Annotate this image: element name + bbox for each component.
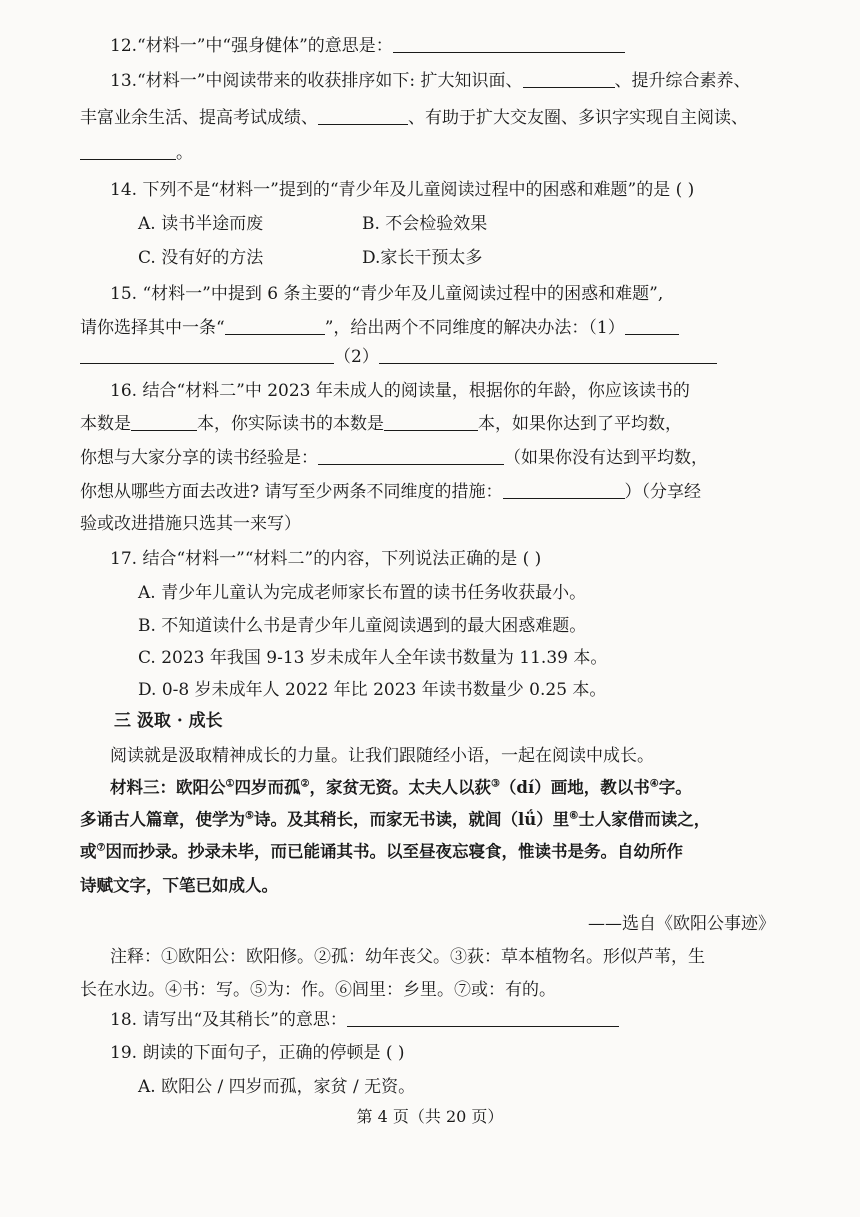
q16-text-4a: 你想从哪些方面去改进? 请写至少两条不同维度的措施： (80, 482, 503, 502)
note-ref-5: ⑤ (245, 810, 254, 822)
material-3-text-2b: 诗。及其稍长，而家无书读，就闾（lǘ）里 (253, 810, 570, 829)
q14-option-c[interactable]: C. 没有好的方法 (138, 248, 264, 268)
q16-actual-count-blank[interactable] (384, 414, 478, 431)
q17-option-b[interactable]: B. 不知道读什么书是青少年儿童阅读遇到的最大困惑难题。 (138, 616, 587, 636)
notes-line-1: 注释：①欧阳公：欧阳修。②孤：幼年丧父。③荻：草本植物名。形似芦苇，生 (110, 947, 705, 967)
q19-stem: 19. 朗读的下面句子，正确的停顿是 ( ) (110, 1043, 405, 1063)
q15-choice-blank[interactable] (225, 318, 325, 335)
q13-blank-2[interactable] (318, 108, 408, 125)
q18-line (110, 1008, 619, 1032)
q14-option-b[interactable]: B. 不会检验效果 (362, 214, 488, 234)
material-3-source: ——选自《欧阳公事迹》 (588, 914, 775, 934)
q16-text-4b: ）（分享经 (624, 482, 702, 502)
q16-line-5: 验或改进措施只选其一来写） (80, 514, 301, 534)
q16-line-2 (80, 412, 682, 436)
q14-option-a[interactable]: A. 读书半途而废 (138, 214, 264, 234)
q13-blank-1[interactable] (523, 71, 615, 88)
q15-solution-1-blank-cont[interactable] (80, 347, 334, 364)
q13-text-1a: 13.“材料一”中阅读带来的收获排序如下: 扩大知识面、 (110, 71, 523, 91)
q15-line-3 (80, 345, 717, 369)
q18-text: 18. 请写出“及其稍长”的意思： (110, 1010, 347, 1030)
q12-answer-blank[interactable] (393, 36, 625, 53)
material-3-text-3a: 或 (80, 842, 97, 861)
q16-line-1: 16. 结合“材料二”中 2023 年未成人的阅读量，根据你的年龄，你应该读书的 (110, 381, 690, 401)
q17-option-c[interactable]: C. 2023 年我国 9-13 岁未成年人全年读书数量为 11.39 本。 (138, 648, 608, 668)
material-3-line-2 (80, 808, 710, 832)
q17-option-a[interactable]: A. 青少年儿童认为完成老师家长布置的读书任务收获最小。 (138, 583, 587, 603)
q12-line (110, 34, 625, 58)
material-3-text-2a: 多诵古人篇章，使学为 (80, 810, 245, 829)
q15-line-2 (80, 316, 679, 340)
notes-line-2: 长在水边。④书：写。⑤为：作。⑥闾里：乡里。⑦或：有的。 (80, 980, 556, 1000)
q15-solution-2-blank[interactable] (379, 347, 717, 364)
q13-line-2 (80, 106, 748, 130)
q18-answer-blank[interactable] (347, 1010, 619, 1027)
material-3-text-1a: 材料三：欧阳公 (110, 778, 226, 797)
q13-line-3 (80, 141, 193, 165)
q16-line-3 (80, 446, 708, 470)
q19-option-a[interactable]: A. 欧阳公 / 四岁而孤，家贫 / 无资。 (138, 1077, 416, 1097)
note-ref-4: ④ (649, 778, 659, 790)
q15-solution-1-blank[interactable] (625, 318, 679, 335)
q13-blank-3[interactable] (80, 143, 176, 160)
note-ref-7: ⑦ (96, 842, 106, 854)
section-3-intro: 阅读就是汲取精神成长的力量。让我们跟随经小语，一起在阅读中成长。 (110, 746, 654, 766)
q14-option-d[interactable]: D.家长干预太多 (362, 248, 483, 268)
q16-line-4 (80, 480, 701, 504)
note-ref-2: ② (300, 778, 310, 790)
material-3-line-1 (110, 776, 692, 800)
note-ref-6: ⑥ (569, 810, 579, 822)
material-3-text-1b: 四岁而孤 (234, 778, 301, 797)
q16-text-2a: 本数是 (80, 414, 131, 434)
q15-line-1: 15. “材料一”中提到 6 条主要的“青少年及儿童阅读过程中的困惑和难题”, (110, 284, 664, 304)
q16-text-2c: 本，如果你达到了平均数， (478, 414, 682, 434)
material-3-line-3 (80, 840, 683, 864)
q16-experience-blank[interactable] (318, 448, 504, 465)
q16-expected-count-blank[interactable] (131, 414, 197, 431)
material-3-line-4: 诗赋文字，下笔已如成人。 (80, 876, 278, 895)
q16-improvement-blank[interactable] (503, 482, 625, 499)
q15-text-2b: ”，给出两个不同维度的解决办法：（1） (324, 318, 625, 338)
page-footer: 第 4 页（共 20 页） (356, 1107, 504, 1126)
q16-text-3b: （如果你没有达到平均数， (504, 448, 708, 468)
material-3-text-1e: 字。 (658, 778, 692, 797)
note-ref-1: ① (225, 778, 235, 790)
material-3-text-3b: 因而抄录。抄录未毕，而已能诵其书。以至昼夜忘寝食，惟读书是务。自幼所作 (105, 842, 683, 861)
q13-text-2b: 、有助于扩大交友圈、多识字实现自主阅读、 (408, 108, 748, 128)
material-3-text-2c: 士人家借而读之， (578, 810, 711, 829)
material-3-text-1d: （dí）画地，教以书 (499, 778, 650, 797)
material-3-text-1c: ，家贫无资。太夫人以荻 (309, 778, 491, 797)
section-3-title: 三 汲取 · 成长 (114, 711, 223, 731)
q17-option-d[interactable]: D. 0-8 岁未成年人 2022 年比 2023 年读书数量少 0.25 本。 (138, 680, 607, 700)
q12-text: 12.“材料一”中“强身健体”的意思是： (110, 36, 393, 56)
q15-text-3: （2） (334, 347, 379, 367)
q13-line-1 (110, 69, 751, 93)
q13-text-1b: 、提升综合素养、 (614, 71, 751, 91)
q13-text-3: 。 (176, 143, 193, 163)
q14-stem: 14. 下列不是“材料一”提到的“青少年及儿童阅读过程中的困惑和难题”的是 ( ) (110, 180, 695, 200)
q17-stem: 17. 结合“材料一”“材料二”的内容，下列说法正确的是 ( ) (110, 549, 542, 569)
q16-text-2b: 本，你实际读书的本数是 (197, 414, 384, 434)
q15-text-2a: 请你选择其中一条“ (80, 318, 225, 338)
note-ref-3: ③ (490, 778, 500, 790)
q13-text-2a: 丰富业余生活、提高考试成绩、 (80, 108, 318, 128)
q16-text-3a: 你想与大家分享的读书经验是： (80, 448, 318, 468)
